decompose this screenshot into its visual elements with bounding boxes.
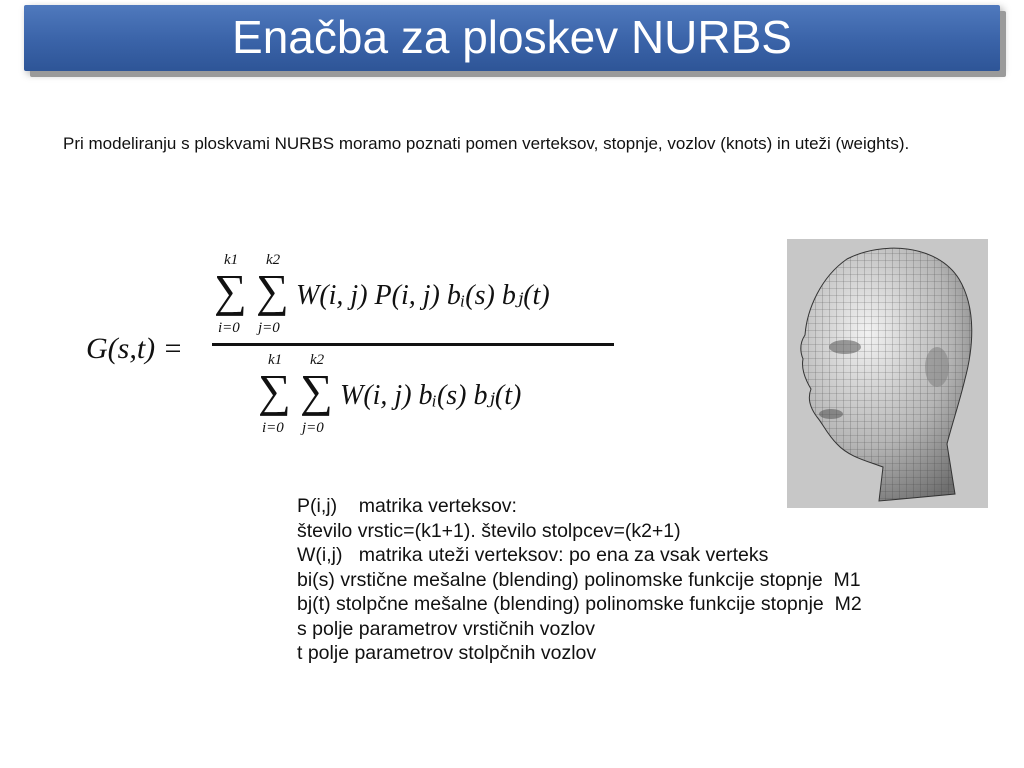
intro-text: Pri modeliranju s ploskvami NURBS moramo poznati pomen verteksov, stopnje, vozlov (knots) in uteži (weights).: [63, 134, 910, 153]
sum2-upper-num: k2: [266, 252, 281, 268]
definition-line: bi(s) vrstične mešalne (blending) polinomske funkcije stopnje M1: [297, 568, 861, 591]
definitions-list: [297, 494, 997, 666]
definition-line: W(i,j) matrika uteži verteksov: po ena za vsak verteks: [297, 544, 769, 566]
sum1-upper-den: k1: [268, 352, 283, 368]
definition-line: P(i,j) matrika verteksov:: [297, 495, 517, 517]
definition-line: število vrstic=(k1+1). število stolpcev=(k2+1): [297, 519, 681, 542]
title-bar: [24, 5, 1000, 71]
sum1-lower-num: i=0: [218, 320, 240, 336]
formula-denominator: W(i, j) bᵢ(s) bⱼ(t): [340, 380, 522, 411]
definition-line: t polje parametrov stolpčnih vozlov: [297, 642, 597, 664]
slide-title: Enačba za ploskev NURBS: [232, 11, 792, 63]
sum1-lower-den: i=0: [262, 420, 284, 436]
formula-lhs: G(s,t) =: [86, 332, 183, 365]
definition-line: s polje parametrov vrstičnih vozlov: [297, 617, 596, 640]
sum2-sigma-den: ∑: [300, 365, 333, 416]
sum1-upper-num: k1: [224, 252, 239, 268]
sum2-lower-num: j=0: [258, 320, 280, 336]
wireframe-head-illustration: [787, 239, 988, 508]
nurbs-formula: [84, 240, 624, 440]
sum1-sigma-num: ∑: [214, 265, 247, 316]
sum2-upper-den: k2: [310, 352, 325, 368]
sum2-sigma-num: ∑: [256, 265, 289, 316]
formula-numerator: W(i, j) P(i, j) bᵢ(s) bⱼ(t): [296, 280, 550, 311]
sum2-lower-den: j=0: [302, 420, 324, 436]
fraction-bar: [212, 343, 614, 346]
sum1-sigma-den: ∑: [258, 365, 291, 416]
definition-line: bj(t) stolpčne mešalne (blending) polinomske funkcije stopnje M2: [297, 593, 862, 615]
